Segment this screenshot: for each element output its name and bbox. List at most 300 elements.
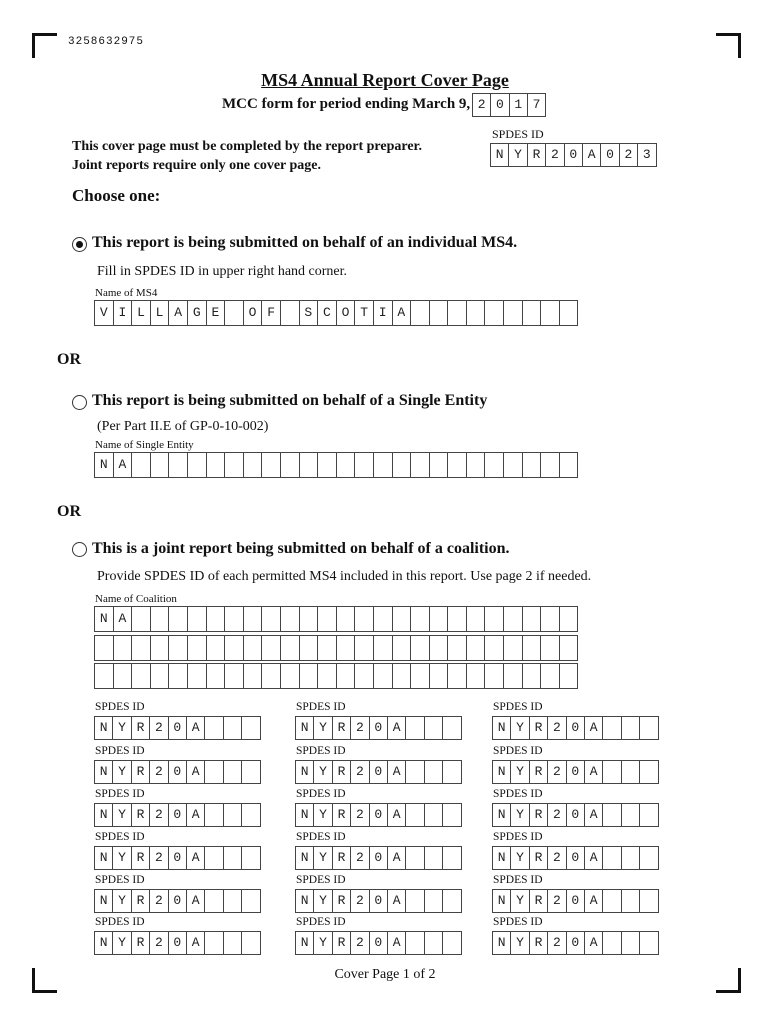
character-cell[interactable] [300,664,319,688]
character-cell[interactable]: R [333,717,351,739]
character-cell[interactable] [169,607,188,631]
character-cell[interactable]: 0 [567,932,585,954]
character-cell[interactable]: R [530,890,548,912]
character-cell[interactable]: F [262,301,281,325]
character-cell[interactable] [504,607,523,631]
character-cell[interactable]: A [388,804,406,826]
character-cell[interactable] [504,636,523,660]
character-cell[interactable]: C [318,301,337,325]
coalition-spdes-id-field[interactable] [94,889,261,913]
character-cell[interactable] [443,717,461,739]
character-cell[interactable]: 0 [169,847,187,869]
character-cell[interactable]: 2 [150,847,168,869]
character-cell[interactable] [224,761,242,783]
character-cell[interactable] [374,664,393,688]
character-cell[interactable] [603,890,621,912]
character-cell[interactable]: R [132,717,150,739]
character-cell[interactable]: R [530,804,548,826]
character-cell[interactable] [207,607,226,631]
character-cell[interactable]: 2 [548,847,566,869]
character-cell[interactable]: R [333,804,351,826]
character-cell[interactable] [443,890,461,912]
character-cell[interactable]: E [207,301,226,325]
character-cell[interactable]: A [187,761,205,783]
character-cell[interactable] [300,453,319,477]
character-cell[interactable]: Y [314,932,332,954]
character-cell[interactable]: 2 [150,804,168,826]
character-cell[interactable]: N [493,932,511,954]
coalition-spdes-id-field[interactable] [94,931,261,955]
character-cell[interactable]: 2 [620,144,638,166]
character-cell[interactable]: N [296,890,314,912]
character-cell[interactable]: R [132,932,150,954]
character-cell[interactable] [541,301,560,325]
character-cell[interactable]: N [95,890,113,912]
character-cell[interactable]: Y [314,717,332,739]
character-cell[interactable] [406,932,424,954]
character-cell[interactable]: R [333,761,351,783]
character-cell[interactable] [225,636,244,660]
character-cell[interactable] [242,717,260,739]
character-cell[interactable] [406,804,424,826]
character-cell[interactable] [244,453,263,477]
character-cell[interactable] [337,607,356,631]
coalition-spdes-id-field[interactable] [295,931,462,955]
character-cell[interactable]: N [493,847,511,869]
character-cell[interactable] [151,664,170,688]
character-cell[interactable] [242,761,260,783]
character-cell[interactable] [225,453,244,477]
character-cell[interactable] [318,607,337,631]
character-cell[interactable] [151,636,170,660]
character-cell[interactable]: A [393,301,412,325]
character-cell[interactable] [262,607,281,631]
character-cell[interactable] [132,664,151,688]
character-cell[interactable]: N [95,932,113,954]
character-cell[interactable]: 0 [370,932,388,954]
character-cell[interactable]: A [388,890,406,912]
character-cell[interactable]: 2 [150,890,168,912]
character-cell[interactable]: 1 [510,94,528,116]
character-cell[interactable]: O [244,301,263,325]
character-cell[interactable]: 2 [150,932,168,954]
character-cell[interactable]: 2 [548,890,566,912]
character-cell[interactable] [485,453,504,477]
character-cell[interactable]: Y [113,932,131,954]
character-cell[interactable]: 0 [370,761,388,783]
character-cell[interactable] [541,453,560,477]
character-cell[interactable] [169,636,188,660]
character-cell[interactable]: N [95,717,113,739]
character-cell[interactable] [640,847,658,869]
character-cell[interactable] [207,664,226,688]
character-cell[interactable] [225,607,244,631]
character-cell[interactable]: 0 [567,804,585,826]
character-cell[interactable] [622,804,640,826]
character-cell[interactable] [205,804,223,826]
character-cell[interactable]: A [187,847,205,869]
character-cell[interactable] [205,932,223,954]
coalition-spdes-id-field[interactable] [492,716,659,740]
character-cell[interactable]: N [95,847,113,869]
character-cell[interactable]: R [530,847,548,869]
character-cell[interactable] [300,607,319,631]
character-cell[interactable]: A [114,453,133,477]
character-cell[interactable] [467,301,486,325]
character-cell[interactable] [374,636,393,660]
ms4-name-field[interactable] [94,300,578,326]
character-cell[interactable]: Y [113,847,131,869]
character-cell[interactable] [169,664,188,688]
character-cell[interactable] [425,932,443,954]
character-cell[interactable] [262,636,281,660]
character-cell[interactable]: A [187,890,205,912]
character-cell[interactable]: 0 [567,890,585,912]
character-cell[interactable] [205,847,223,869]
character-cell[interactable] [603,761,621,783]
character-cell[interactable] [151,607,170,631]
character-cell[interactable] [151,453,170,477]
character-cell[interactable] [355,607,374,631]
character-cell[interactable]: R [132,847,150,869]
character-cell[interactable]: Y [511,890,529,912]
character-cell[interactable]: 2 [351,804,369,826]
character-cell[interactable] [393,664,412,688]
character-cell[interactable]: N [493,717,511,739]
character-cell[interactable]: R [333,890,351,912]
character-cell[interactable] [95,636,114,660]
character-cell[interactable]: R [132,890,150,912]
character-cell[interactable]: L [132,301,151,325]
character-cell[interactable]: N [95,761,113,783]
coalition-spdes-id-field[interactable] [94,760,261,784]
character-cell[interactable]: A [114,607,133,631]
character-cell[interactable] [281,607,300,631]
character-cell[interactable]: 0 [567,717,585,739]
character-cell[interactable] [188,607,207,631]
character-cell[interactable] [523,607,542,631]
character-cell[interactable]: Y [511,761,529,783]
character-cell[interactable] [244,636,263,660]
character-cell[interactable] [443,761,461,783]
character-cell[interactable]: 2 [150,717,168,739]
character-cell[interactable]: A [388,847,406,869]
character-cell[interactable] [467,636,486,660]
character-cell[interactable] [504,664,523,688]
character-cell[interactable] [300,636,319,660]
character-cell[interactable]: N [95,804,113,826]
character-cell[interactable] [603,717,621,739]
character-cell[interactable]: R [132,804,150,826]
character-cell[interactable]: 2 [351,761,369,783]
character-cell[interactable] [485,664,504,688]
character-cell[interactable]: 3 [638,144,656,166]
character-cell[interactable] [406,890,424,912]
character-cell[interactable] [355,664,374,688]
character-cell[interactable] [425,847,443,869]
character-cell[interactable]: A [585,761,603,783]
character-cell[interactable]: Y [314,847,332,869]
character-cell[interactable] [244,607,263,631]
character-cell[interactable]: A [585,804,603,826]
character-cell[interactable] [224,932,242,954]
character-cell[interactable]: 0 [370,717,388,739]
character-cell[interactable]: 0 [169,761,187,783]
radio-coalition[interactable] [72,542,87,557]
character-cell[interactable] [242,890,260,912]
character-cell[interactable] [467,607,486,631]
character-cell[interactable] [603,847,621,869]
character-cell[interactable]: 2 [546,144,564,166]
coalition-spdes-id-field[interactable] [492,889,659,913]
character-cell[interactable]: N [296,932,314,954]
character-cell[interactable]: A [187,932,205,954]
character-cell[interactable]: N [493,890,511,912]
coalition-spdes-id-field[interactable] [94,846,261,870]
character-cell[interactable] [281,301,300,325]
character-cell[interactable] [603,932,621,954]
character-cell[interactable] [504,453,523,477]
character-cell[interactable] [640,890,658,912]
character-cell[interactable]: V [95,301,114,325]
character-cell[interactable] [443,932,461,954]
character-cell[interactable]: N [493,761,511,783]
character-cell[interactable] [430,607,449,631]
character-cell[interactable] [337,453,356,477]
character-cell[interactable] [225,301,244,325]
character-cell[interactable] [622,847,640,869]
character-cell[interactable] [132,453,151,477]
character-cell[interactable] [411,607,430,631]
character-cell[interactable]: A [388,932,406,954]
character-cell[interactable]: Y [511,717,529,739]
character-cell[interactable]: R [132,761,150,783]
character-cell[interactable] [393,453,412,477]
character-cell[interactable] [541,664,560,688]
character-cell[interactable]: N [296,804,314,826]
character-cell[interactable] [448,607,467,631]
character-cell[interactable]: 2 [351,847,369,869]
character-cell[interactable]: Y [314,761,332,783]
character-cell[interactable] [337,664,356,688]
character-cell[interactable] [188,636,207,660]
character-cell[interactable] [425,890,443,912]
character-cell[interactable]: N [95,453,114,477]
coalition-spdes-id-field[interactable] [295,803,462,827]
character-cell[interactable] [393,636,412,660]
character-cell[interactable]: 2 [351,932,369,954]
character-cell[interactable]: 0 [601,144,619,166]
character-cell[interactable] [337,636,356,660]
character-cell[interactable]: N [296,717,314,739]
character-cell[interactable] [281,664,300,688]
character-cell[interactable]: 2 [473,94,491,116]
character-cell[interactable] [425,761,443,783]
character-cell[interactable]: S [300,301,319,325]
character-cell[interactable] [448,636,467,660]
character-cell[interactable] [406,847,424,869]
character-cell[interactable]: R [528,144,546,166]
character-cell[interactable] [467,664,486,688]
character-cell[interactable]: L [151,301,170,325]
character-cell[interactable]: Y [511,932,529,954]
character-cell[interactable]: 0 [370,804,388,826]
character-cell[interactable]: 0 [491,94,509,116]
character-cell[interactable] [622,761,640,783]
character-cell[interactable]: A [583,144,601,166]
radio-individual[interactable] [72,237,87,252]
character-cell[interactable]: 7 [528,94,546,116]
character-cell[interactable] [411,664,430,688]
character-cell[interactable] [560,453,579,477]
character-cell[interactable] [448,453,467,477]
character-cell[interactable] [485,636,504,660]
character-cell[interactable] [393,607,412,631]
character-cell[interactable]: 0 [169,804,187,826]
character-cell[interactable] [262,664,281,688]
character-cell[interactable] [281,453,300,477]
character-cell[interactable] [467,453,486,477]
character-cell[interactable] [244,664,263,688]
coalition-name-field-row-1[interactable] [94,606,578,632]
character-cell[interactable]: Y [113,717,131,739]
character-cell[interactable] [640,932,658,954]
character-cell[interactable] [406,717,424,739]
coalition-spdes-id-field[interactable] [295,760,462,784]
coalition-spdes-id-field[interactable] [94,716,261,740]
character-cell[interactable]: 0 [567,847,585,869]
coalition-spdes-id-field[interactable] [492,760,659,784]
character-cell[interactable] [355,636,374,660]
character-cell[interactable]: A [585,932,603,954]
character-cell[interactable] [523,453,542,477]
character-cell[interactable] [242,932,260,954]
coalition-spdes-id-field[interactable] [295,889,462,913]
coalition-name-field-row-2[interactable] [94,635,578,661]
character-cell[interactable]: 0 [169,932,187,954]
character-cell[interactable]: Y [113,804,131,826]
character-cell[interactable] [318,636,337,660]
character-cell[interactable]: A [169,301,188,325]
character-cell[interactable] [560,301,579,325]
character-cell[interactable]: 2 [548,804,566,826]
character-cell[interactable]: 2 [548,761,566,783]
character-cell[interactable] [114,636,133,660]
coalition-spdes-id-field[interactable] [492,846,659,870]
character-cell[interactable]: G [188,301,207,325]
character-cell[interactable]: A [388,717,406,739]
spdes-id-field[interactable] [490,143,657,167]
character-cell[interactable] [114,664,133,688]
character-cell[interactable] [374,453,393,477]
character-cell[interactable] [443,804,461,826]
character-cell[interactable]: Y [314,804,332,826]
character-cell[interactable] [523,301,542,325]
character-cell[interactable]: Y [511,847,529,869]
coalition-spdes-id-field[interactable] [492,803,659,827]
coalition-spdes-id-field[interactable] [492,931,659,955]
character-cell[interactable] [411,453,430,477]
character-cell[interactable] [374,607,393,631]
character-cell[interactable]: Y [113,761,131,783]
character-cell[interactable] [411,301,430,325]
character-cell[interactable]: I [114,301,133,325]
character-cell[interactable]: Y [314,890,332,912]
character-cell[interactable] [485,607,504,631]
character-cell[interactable]: 2 [548,717,566,739]
character-cell[interactable] [207,636,226,660]
character-cell[interactable]: N [493,804,511,826]
character-cell[interactable] [224,890,242,912]
character-cell[interactable] [560,664,579,688]
character-cell[interactable]: I [374,301,393,325]
character-cell[interactable] [425,804,443,826]
character-cell[interactable]: R [530,717,548,739]
character-cell[interactable] [205,890,223,912]
character-cell[interactable] [205,761,223,783]
character-cell[interactable]: N [95,607,114,631]
character-cell[interactable] [504,301,523,325]
character-cell[interactable] [448,301,467,325]
character-cell[interactable] [430,636,449,660]
character-cell[interactable]: R [530,932,548,954]
character-cell[interactable]: O [337,301,356,325]
character-cell[interactable] [205,717,223,739]
character-cell[interactable] [318,664,337,688]
character-cell[interactable] [485,301,504,325]
character-cell[interactable] [224,847,242,869]
coalition-spdes-id-field[interactable] [94,803,261,827]
character-cell[interactable] [430,301,449,325]
character-cell[interactable] [132,636,151,660]
character-cell[interactable] [541,636,560,660]
character-cell[interactable]: Y [113,890,131,912]
character-cell[interactable] [406,761,424,783]
character-cell[interactable]: R [530,761,548,783]
character-cell[interactable] [560,607,579,631]
character-cell[interactable]: T [355,301,374,325]
character-cell[interactable] [188,453,207,477]
character-cell[interactable] [640,804,658,826]
character-cell[interactable]: 2 [351,890,369,912]
character-cell[interactable] [622,890,640,912]
character-cell[interactable] [224,717,242,739]
character-cell[interactable] [430,453,449,477]
character-cell[interactable] [224,804,242,826]
character-cell[interactable]: 0 [169,890,187,912]
character-cell[interactable]: R [333,847,351,869]
coalition-name-field-row-3[interactable] [94,663,578,689]
character-cell[interactable] [541,607,560,631]
character-cell[interactable]: R [333,932,351,954]
character-cell[interactable]: A [585,890,603,912]
character-cell[interactable] [640,761,658,783]
character-cell[interactable] [318,453,337,477]
character-cell[interactable]: A [187,717,205,739]
character-cell[interactable]: A [388,761,406,783]
character-cell[interactable] [95,664,114,688]
radio-single-entity[interactable] [72,395,87,410]
character-cell[interactable]: 2 [150,761,168,783]
character-cell[interactable] [242,847,260,869]
character-cell[interactable]: 0 [169,717,187,739]
coalition-spdes-id-field[interactable] [295,846,462,870]
character-cell[interactable] [425,717,443,739]
character-cell[interactable]: N [491,144,509,166]
character-cell[interactable] [523,636,542,660]
character-cell[interactable] [169,453,188,477]
character-cell[interactable] [242,804,260,826]
